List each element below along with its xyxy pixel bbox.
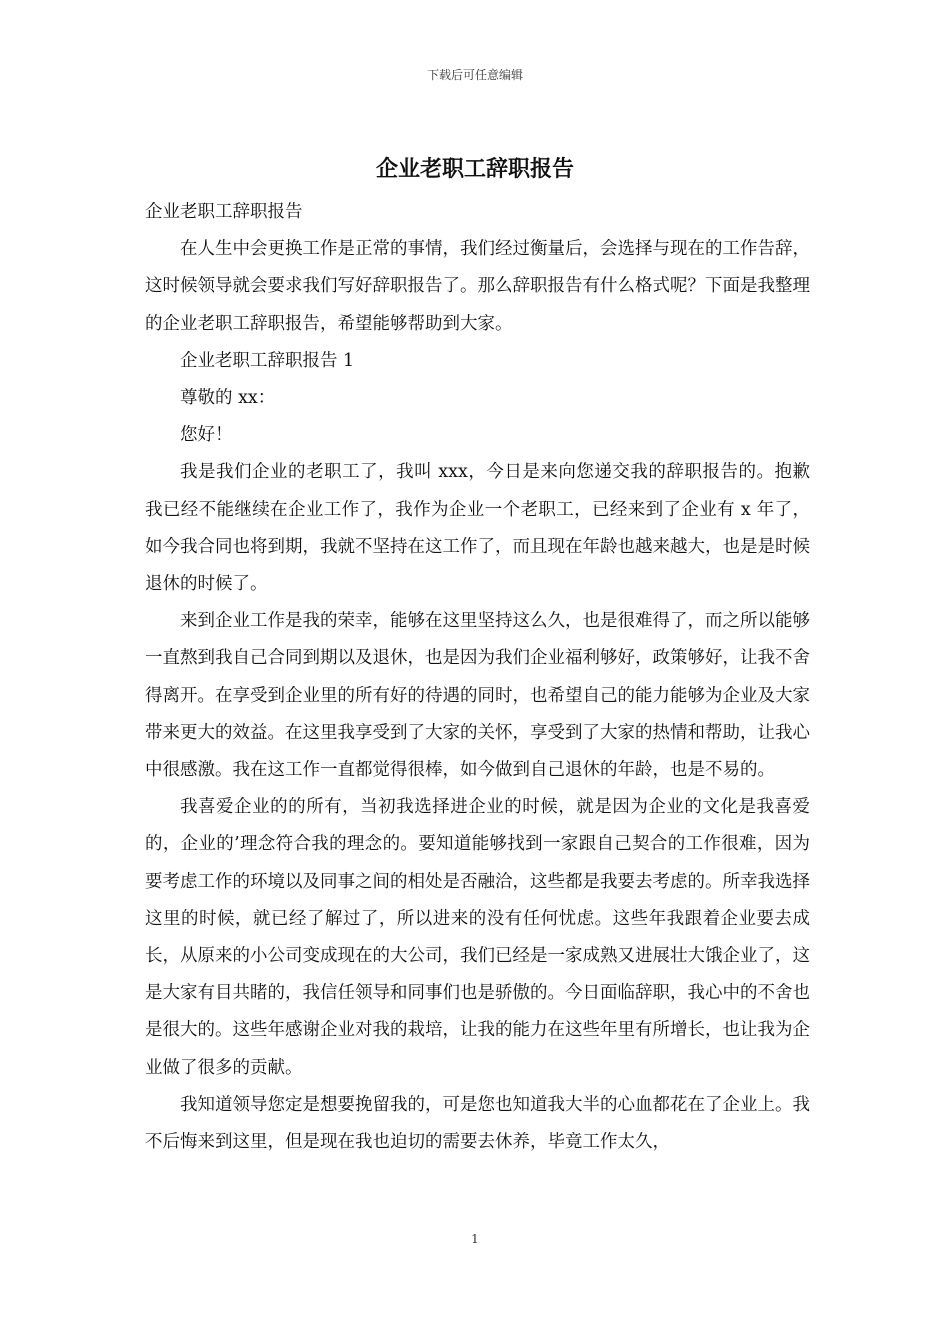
intro-paragraph: 在人生中会更换工作是正常的事情，我们经过衡量后，会选择与现在的工作告辞，这时候领导就会要求我们写好辞职报告了。那么辞职报告有什么格式呢？下面是我整理的企业老职工辞职报告，希望能够帮助到大家。	[145, 239, 810, 334]
page-header-note: 下载后可任意编辑	[426, 68, 523, 82]
greeting: 您好！	[180, 425, 233, 446]
body-paragraph: 我是我们企业的老职工了，我叫 xxx，今日是来向您递交我的辞职报告的。抱歉我已经不能继续在企业工作了，我作为企业一个老职工，已经来到了企业有 x 年了，如今我合同也将到期，我就不坚持在这工作了，而且现在年龄也越来越大，也是是时候退休的时候了。	[145, 462, 810, 595]
body-subtitle: 企业老职工辞职报告	[145, 202, 303, 222]
document-title: 企业老职工辞职报告	[375, 156, 574, 182]
body-paragraph: 我知道领导您定是想要挽留我的，可是您也知道我大半的心血都花在了企业上。我不后悔来到这里，但是现在我也迫切的需要去休养，毕竟工作太久，	[145, 1094, 810, 1153]
body-paragraph: 来到企业工作是我的荣幸，能够在这里坚持这么久，也是很难得了，而之所以能够一直熬到我自己合同到期以及退休，也是因为我们企业福利够好，政策够好，让我不舍得离开。在享受到企业里的所有好的待遇的同时，也希望自己的能力能够为企业及大家带来更大的效益。在这里我享受到了大家的关怀，享受到了大家的热情和帮助，让我心中很感激。我在这工作一直都觉得很棒，如今做到自己退休的年龄，也是不易的。	[145, 611, 810, 781]
body-paragraph: 我喜爱企业的的所有，当初我选择进企业的时候，就是因为企业的文化是我喜爱的，企业的’理念符合我的理念的。要知道能够找到一家跟自己契合的工作很难，因为要考虑工作的环境以及同事之间的相处是否融洽，这些都是我要去考虑的。所幸我选择这里的时候，就已经了解过了，所以进来的没有任何忧虑。这些年我跟着企业要去成长，从原来的小公司变成现在的大公司，我们已经是一家成熟又进展壮大饿企业了，这是大家有目共睹的，我信任领导和同事们也是骄傲的。今日面临辞职，我心中的不舍也是很大的。这些年感谢企业对我的栽培，让我的能力在这些年里有所增长，也让我为企业做了很多的贡献。	[145, 797, 810, 1078]
document-body	[145, 194, 810, 1161]
section-heading: 企业老职工辞职报告 1	[180, 350, 355, 371]
salutation: 尊敬的 xx：	[180, 388, 276, 409]
page-number: 1	[471, 1232, 479, 1246]
